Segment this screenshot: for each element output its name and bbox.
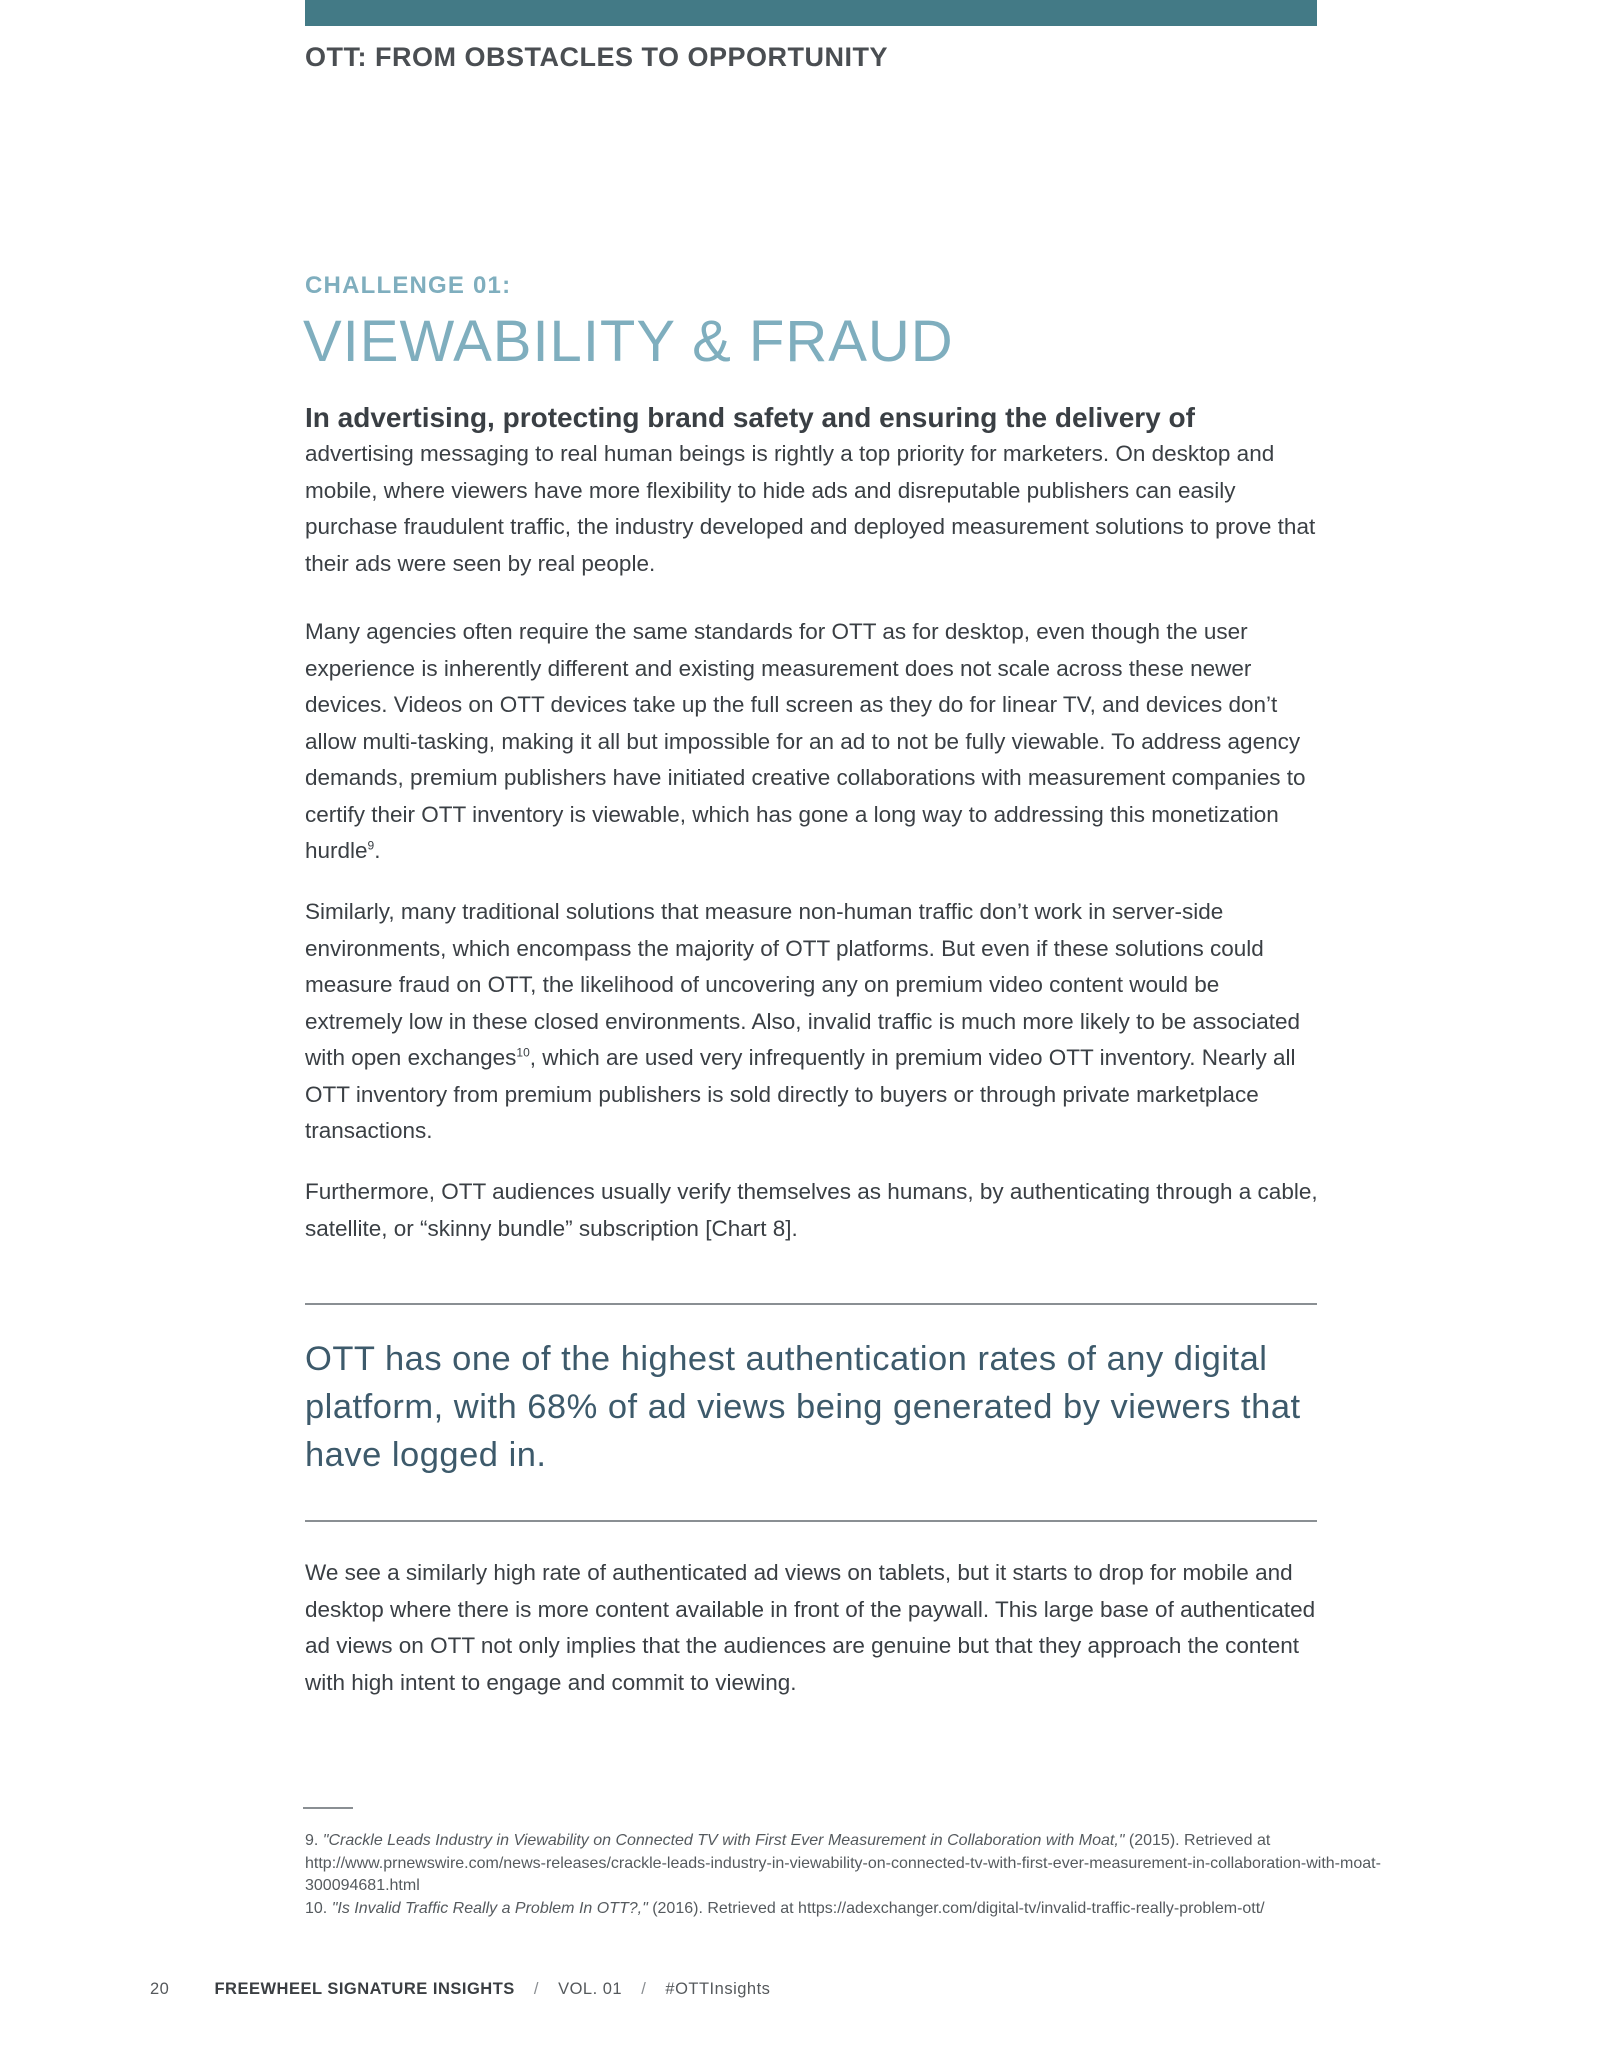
- footnote-ref-10[interactable]: 10: [516, 1045, 530, 1060]
- body-paragraph-5: [305, 1555, 1323, 1701]
- paragraph-text: advertising messaging to real human beings is rightly a top priority for marketers. On desktop and mobile, where viewers have more flexibility to hide ads and disreputable publishers can easily purchase fraudulent traffic, the industry developed and deployed measurement solutions to prove that their ads were seen by real people.: [305, 441, 1316, 576]
- header-color-band: [305, 0, 1317, 26]
- footer-separator: /: [641, 1980, 647, 1998]
- footnotes: [305, 1830, 1435, 1920]
- page-footer: [150, 1980, 770, 1999]
- section-title: VIEWABILITY & FRAUD: [303, 309, 954, 374]
- footnote-source[interactable]: (2016). Retrieved at https://adexchanger.com/digital-tv/invalid-traffic-really-problem-ott/: [652, 1899, 1265, 1917]
- page-number: 20: [150, 1980, 170, 1998]
- footnote-ref-9[interactable]: 9: [367, 838, 375, 853]
- quote-rule-top: [305, 1303, 1317, 1305]
- paragraph-text: Furthermore, OTT audiences usually verify themselves as humans, by authenticating through a cable, satellite, or “skinny bundle” subscription [Chart 8].: [305, 1179, 1318, 1241]
- section-label: CHALLENGE 01:: [305, 272, 512, 299]
- footnote-title: "Crackle Leads Industry in Viewability on Connected TV with First Ever Measurement in Collaboration with Moat,": [322, 1832, 1125, 1849]
- publication-name: FREEWHEEL SIGNATURE INSIGHTS: [214, 1980, 515, 1998]
- lead-sentence: In advertising, protecting brand safety and ensuring the delivery of: [305, 402, 1195, 433]
- paragraph-text-cont: , which are used very infrequently in premium video OTT inventory. Nearly all OTT inventory from premium publishers is sold directly to buyers or through private marketplace transactions.: [305, 1045, 1296, 1143]
- running-header: OTT: FROM OBSTACLES TO OPPORTUNITY: [305, 42, 888, 72]
- volume-label: VOL. 01: [558, 1980, 623, 1998]
- footnote-9: [305, 1830, 1435, 1898]
- quote-rule-bottom: [305, 1520, 1317, 1522]
- paragraph-text: We see a similarly high rate of authenticated ad views on tablets, but it starts to drop for mobile and desktop where there is more content available in front of the paywall. This large base of authenticated ad views on OTT not only implies that the audiences are genuine but that they approach the content with high intent to engage and commit to viewing.: [305, 1560, 1316, 1695]
- footnote-number: 10.: [305, 1899, 328, 1917]
- footer-separator: /: [533, 1980, 539, 1998]
- body-paragraph-3: [305, 894, 1323, 1150]
- paragraph-text: Many agencies often require the same standards for OTT as for desktop, even though the user experience is inherently different and existing measurement does not scale across these newer devices. Videos on OTT devices take up the full screen as they do for linear TV, and devices don’t allow multi-tasking, making it all but impossible for an ad to not be fully viewable. To address agency demands, premium publishers have initiated creative collaborations with measurement companies to certify their OTT inventory is viewable, which has gone a long way to addressing this monetization hurdle: [305, 619, 1306, 863]
- footnote-source[interactable]: (2015). Retrieved at http://www.prnewswire.com/news-releases/crackle-leads-industry-in-viewability-on-connected-tv-with-first-ever-measurement-in-collaboration-with-moat-300094681.html: [305, 1832, 1381, 1894]
- body-paragraph-4: [305, 1174, 1323, 1247]
- footnote-number: 9.: [305, 1832, 319, 1849]
- paragraph-text: Similarly, many traditional solutions that measure non-human traffic don’t work in server-side environments, which encompass the majority of OTT platforms. But even if these solutions could measure fraud on OTT, the likelihood of uncovering any on premium video content would be extremely low in these closed environments. Also, invalid traffic is much more likely to be associated with open exchanges: [305, 899, 1301, 1070]
- body-paragraph-1: [305, 400, 1323, 582]
- hashtag[interactable]: #OTTInsights: [665, 1980, 771, 1998]
- footnote-divider: [303, 1807, 353, 1809]
- paragraph-end: .: [374, 838, 381, 863]
- footnote-10: [305, 1898, 1435, 1921]
- footnote-title: "Is Invalid Traffic Really a Problem In OTT?,": [331, 1899, 648, 1917]
- pull-quote: OTT has one of the highest authentication rates of any digital platform, with 68% of ad views being generated by viewers that have logged in.: [305, 1340, 1301, 1474]
- body-paragraph-2: [305, 614, 1323, 870]
